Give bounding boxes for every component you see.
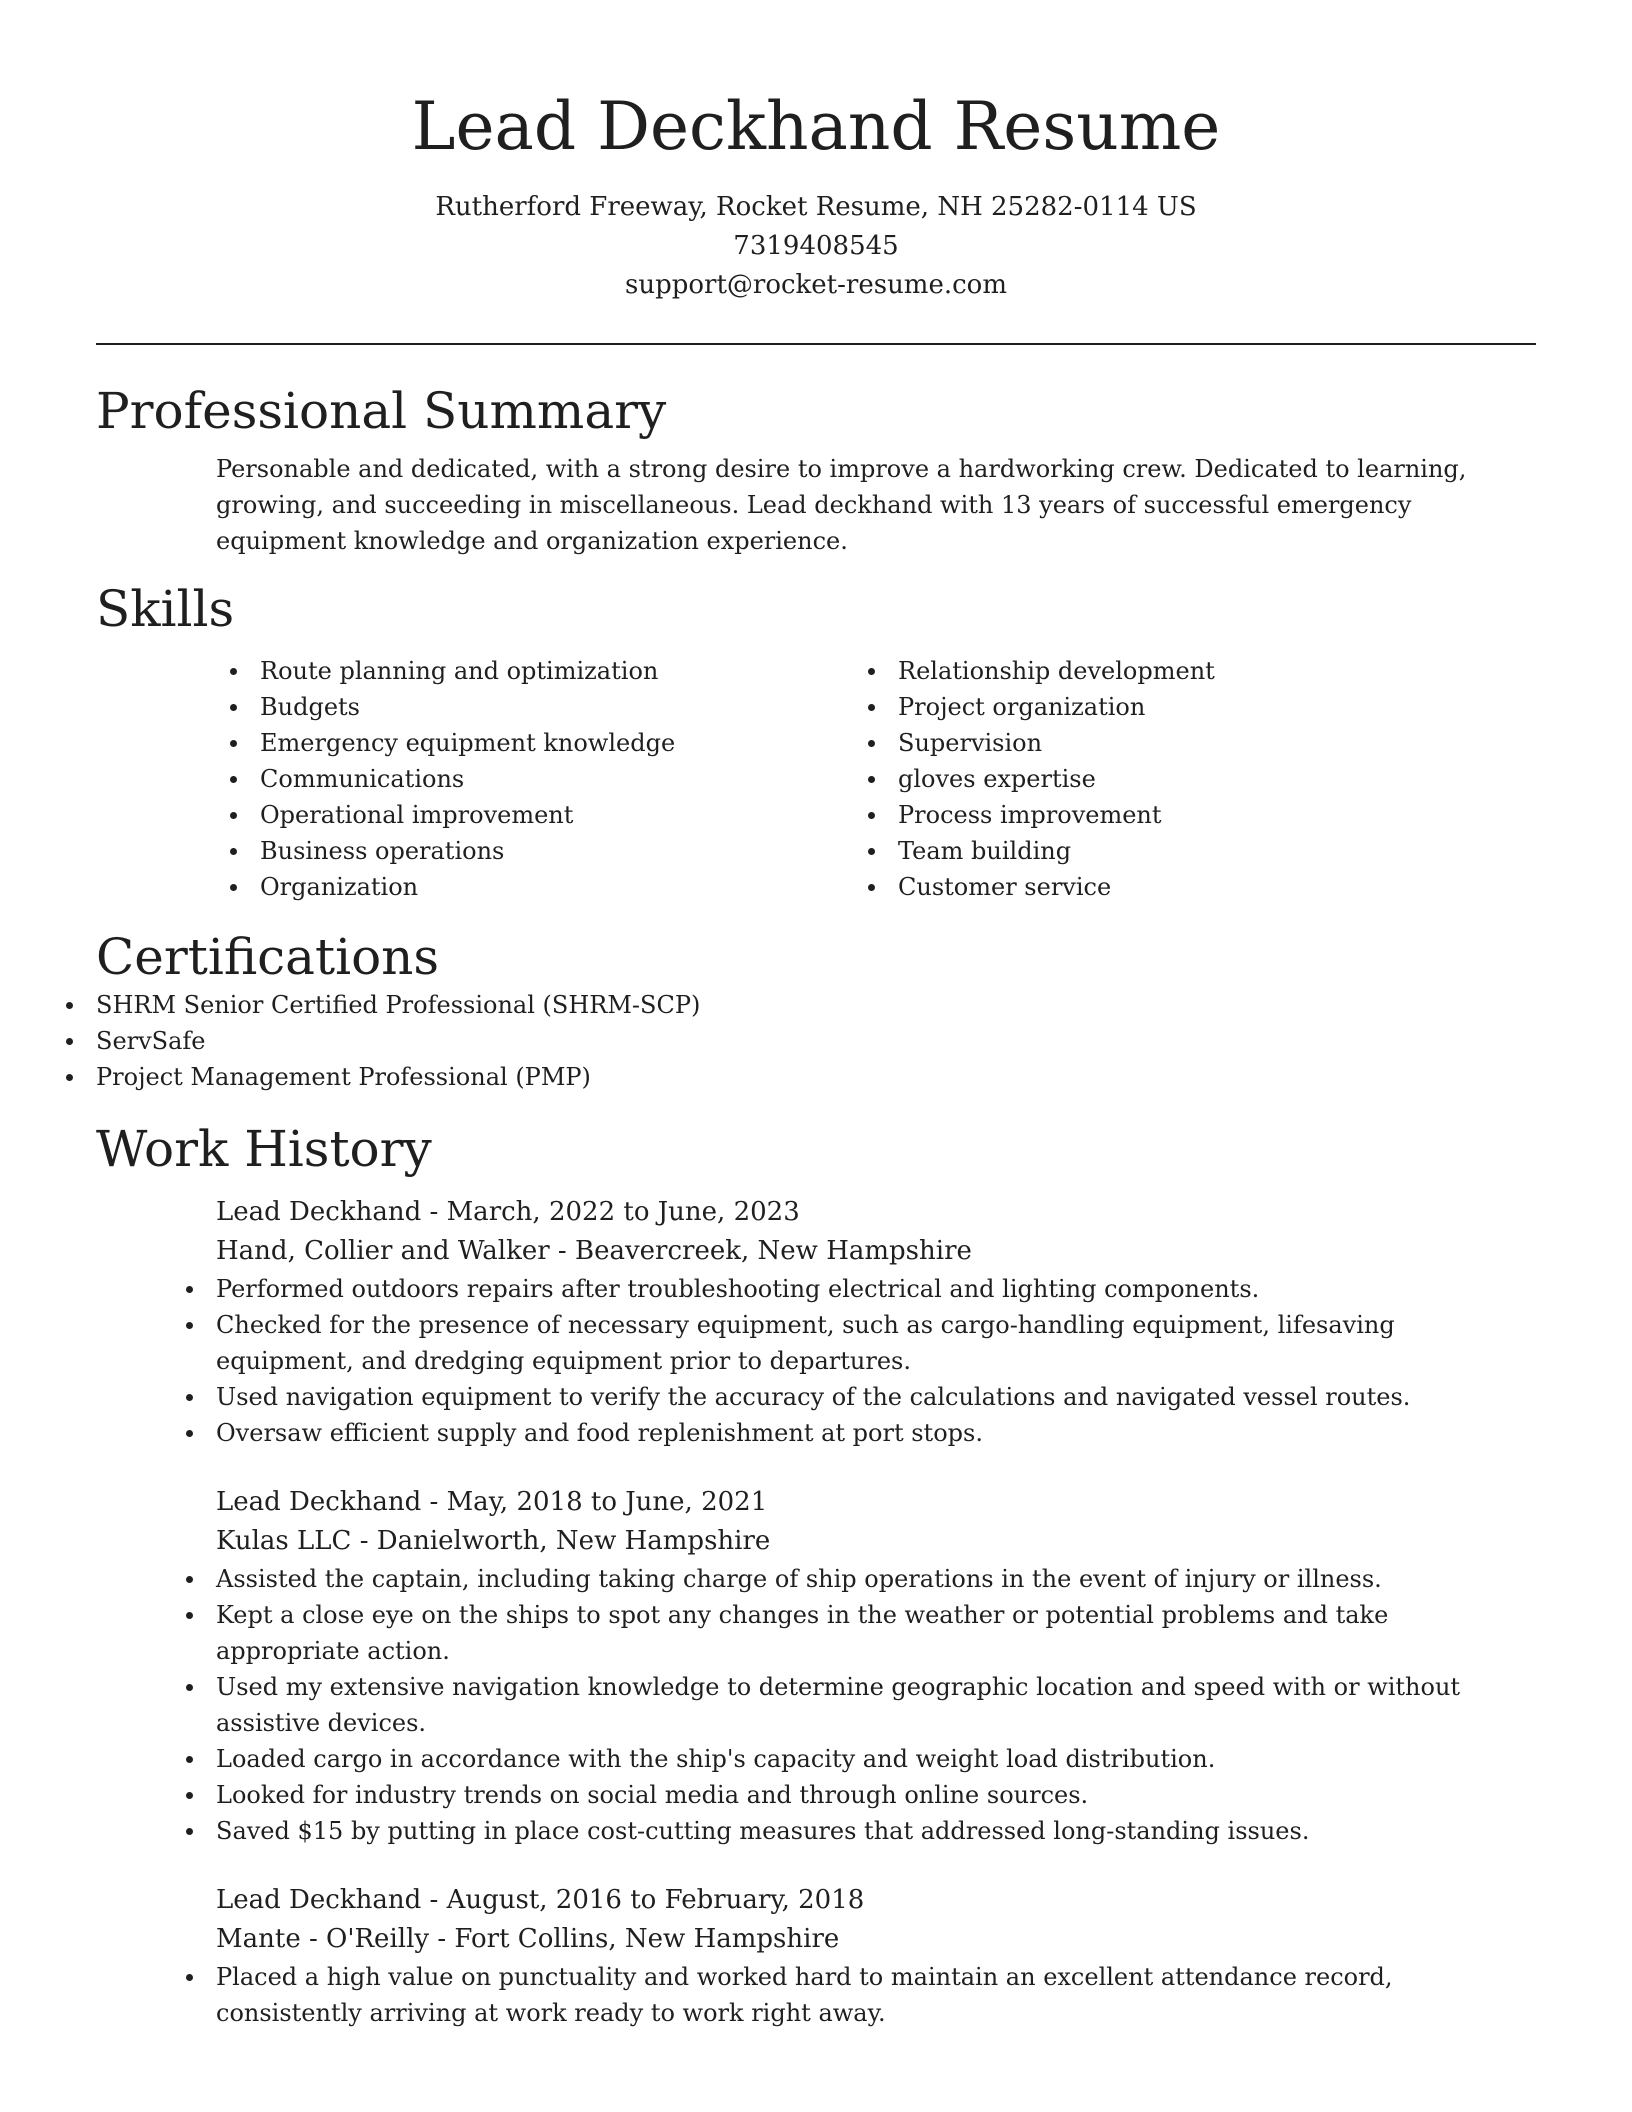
skills-heading: Skills bbox=[96, 580, 235, 638]
skill-item: Project organization bbox=[898, 689, 1536, 725]
job-title-line bbox=[216, 1881, 1536, 1920]
resume-page bbox=[96, 0, 1536, 2031]
job-title-line bbox=[216, 1483, 1536, 1522]
job-dates: - May, 2018 to June, 2021 bbox=[421, 1487, 768, 1517]
job-duty: Loaded cargo in accordance with the ship's capacity and weight load distribution. bbox=[216, 1741, 1466, 1777]
skill-item: Supervision bbox=[898, 725, 1536, 761]
skills-columns bbox=[260, 653, 1536, 905]
job-company-line bbox=[216, 1522, 1536, 1561]
job-role: Lead Deckhand bbox=[216, 1885, 422, 1915]
resume-header bbox=[96, 0, 1536, 345]
job-duties-list bbox=[216, 1271, 1536, 1451]
job-dates: - August, 2016 to February, 2018 bbox=[421, 1885, 865, 1915]
job-company: Hand, Collier and Walker bbox=[216, 1236, 550, 1266]
job-duties-list bbox=[216, 1561, 1536, 1849]
job-dates: - March, 2022 to June, 2023 bbox=[421, 1197, 800, 1227]
skill-item: Communications bbox=[260, 761, 898, 797]
skill-item: Organization bbox=[260, 869, 898, 905]
skill-item: Team building bbox=[898, 833, 1536, 869]
job-entry bbox=[216, 1483, 1536, 1849]
certifications-heading: Certifications bbox=[96, 928, 440, 986]
certifications-list bbox=[96, 987, 1536, 1095]
resume-title: Lead Deckhand Resume bbox=[411, 88, 1221, 165]
job-duty: Used navigation equipment to verify the accuracy of the calculations and navigated vessel routes. bbox=[216, 1379, 1466, 1415]
work-history-heading: Work History bbox=[96, 1120, 432, 1178]
summary-text: Personable and dedicated, with a strong desire to improve a hardworking crew. Dedicated to learning, growing, and succeeding in miscellaneous. Lead deckhand with 13 years of successful emergency equipment knowledge and organization experience. bbox=[216, 455, 1467, 555]
job-duty: Looked for industry trends on social media and through online sources. bbox=[216, 1777, 1466, 1813]
job-company-line bbox=[216, 1920, 1536, 1959]
job-duty: Assisted the captain, including taking charge of ship operations in the event of injury or illness. bbox=[216, 1561, 1466, 1597]
skill-item: Relationship development bbox=[898, 653, 1536, 689]
header-divider bbox=[96, 343, 1536, 345]
skill-item: Operational improvement bbox=[260, 797, 898, 833]
skill-item: Budgets bbox=[260, 689, 898, 725]
job-duty: Oversaw efficient supply and food replenishment at port stops. bbox=[216, 1415, 1466, 1451]
job-duty: Kept a close eye on the ships to spot any changes in the weather or potential problems and take appropriate action. bbox=[216, 1597, 1466, 1669]
job-company: Kulas LLC bbox=[216, 1526, 352, 1556]
job-duty: Checked for the presence of necessary equipment, such as cargo-handling equipment, lifesaving equipment, and dredging equipment prior to departures. bbox=[216, 1307, 1466, 1379]
summary-heading: Professional Summary bbox=[96, 382, 667, 440]
job-entry bbox=[216, 1881, 1536, 2031]
job-entry bbox=[216, 1193, 1536, 1451]
contact-block bbox=[96, 188, 1536, 305]
skill-item: Customer service bbox=[898, 869, 1536, 905]
certification-item: Project Management Professional (PMP) bbox=[96, 1059, 1536, 1095]
skill-item: Route planning and optimization bbox=[260, 653, 898, 689]
phone-line: 7319408545 bbox=[733, 231, 899, 261]
address-line: Rutherford Freeway, Rocket Resume, NH 25282-0114 US bbox=[435, 192, 1197, 222]
job-role: Lead Deckhand bbox=[216, 1487, 422, 1517]
skill-item: Emergency equipment knowledge bbox=[260, 725, 898, 761]
skill-item: Process improvement bbox=[898, 797, 1536, 833]
job-duty: Saved $15 by putting in place cost-cutting measures that addressed long-standing issues. bbox=[216, 1813, 1466, 1849]
email-line: support@rocket-resume.com bbox=[624, 270, 1007, 300]
job-role: Lead Deckhand bbox=[216, 1197, 422, 1227]
job-company: Mante - O'Reilly bbox=[216, 1924, 430, 1954]
job-duty: Used my extensive navigation knowledge to determine geographic location and speed with or without assistive devices. bbox=[216, 1669, 1466, 1741]
certification-item: ServSafe bbox=[96, 1023, 1536, 1059]
skills-list-left bbox=[260, 653, 898, 905]
job-duty: Performed outdoors repairs after troubleshooting electrical and lighting components. bbox=[216, 1271, 1466, 1307]
job-company-line bbox=[216, 1232, 1536, 1271]
job-location: - Beavercreek, New Hampshire bbox=[549, 1236, 972, 1266]
job-title-line bbox=[216, 1193, 1536, 1232]
skills-list-right bbox=[898, 653, 1536, 905]
job-location: - Fort Collins, New Hampshire bbox=[429, 1924, 840, 1954]
job-duties-list bbox=[216, 1959, 1536, 2031]
job-location: - Danielworth, New Hampshire bbox=[351, 1526, 771, 1556]
job-duty: Placed a high value on punctuality and worked hard to maintain an excellent attendance record, consistently arriving at work ready to work right away. bbox=[216, 1959, 1466, 2031]
skill-item: Business operations bbox=[260, 833, 898, 869]
certification-item: SHRM Senior Certified Professional (SHRM-SCP) bbox=[96, 987, 1536, 1023]
skill-item: gloves expertise bbox=[898, 761, 1536, 797]
